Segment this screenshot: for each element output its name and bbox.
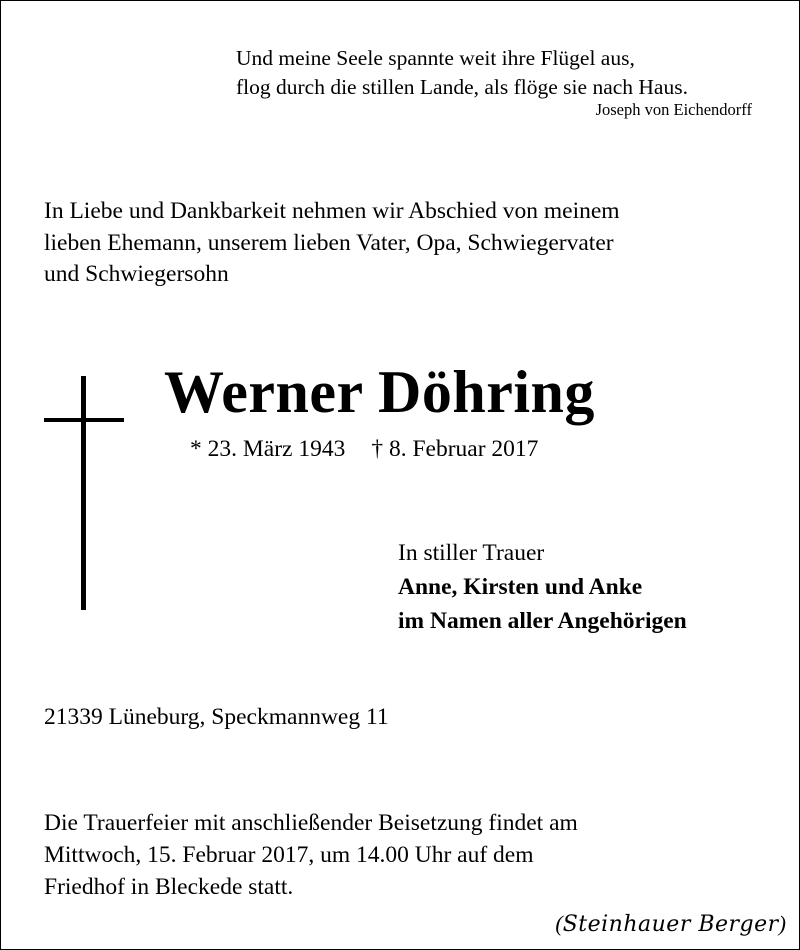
stonemason-signature [555, 911, 786, 937]
cross-vertical-bar [81, 376, 86, 610]
funeral-line-2: Mittwoch, 15. Februar 2017, um 14.00 Uhr auf dem [44, 842, 534, 868]
poem-line-2: flog durch die stillen Lande, als flöge sie nach Haus. [236, 75, 688, 99]
address: 21339 Lüneburg, Speckmannweg 11 [44, 704, 389, 730]
life-dates [190, 436, 538, 463]
funeral-info [44, 807, 764, 903]
intro-text [44, 196, 764, 291]
poem-author: Joseph von Eichendorff [595, 100, 752, 119]
mourners-intro: In stiller Trauer [398, 540, 545, 566]
cross-icon [44, 376, 124, 610]
poem [236, 44, 688, 102]
funeral-line-3: Friedhof in Bleckede statt. [44, 874, 294, 900]
birth-date: * 23. März 1943 [190, 436, 346, 462]
intro-line-1: In Liebe und Dankbarkeit nehmen wir Abschied von meinem [44, 198, 620, 224]
poem-line-1: Und meine Seele spannte weit ihre Flügel aus, [236, 46, 635, 70]
cross-horizontal-bar [44, 418, 124, 422]
signature-text: Steinhauer Berger [562, 912, 779, 937]
signature-close-paren: ) [778, 911, 786, 936]
funeral-line-1: Die Trauerfeier mit anschließender Beisetzung findet am [44, 810, 578, 836]
death-date: † 8. Februar 2017 [371, 436, 539, 462]
deceased-name: Werner Döhring [164, 359, 595, 425]
mourners [398, 536, 687, 638]
intro-line-2: lieben Ehemann, unserem lieben Vater, Opa, Schwiegervater [44, 229, 614, 256]
signature-open-paren: ( [555, 911, 563, 936]
mourners-names: Anne, Kirsten und Anke [398, 574, 643, 600]
intro-line-3: und Schwiegersohn [44, 261, 229, 287]
mourners-relatives: im Namen aller Angehörigen [398, 608, 687, 634]
